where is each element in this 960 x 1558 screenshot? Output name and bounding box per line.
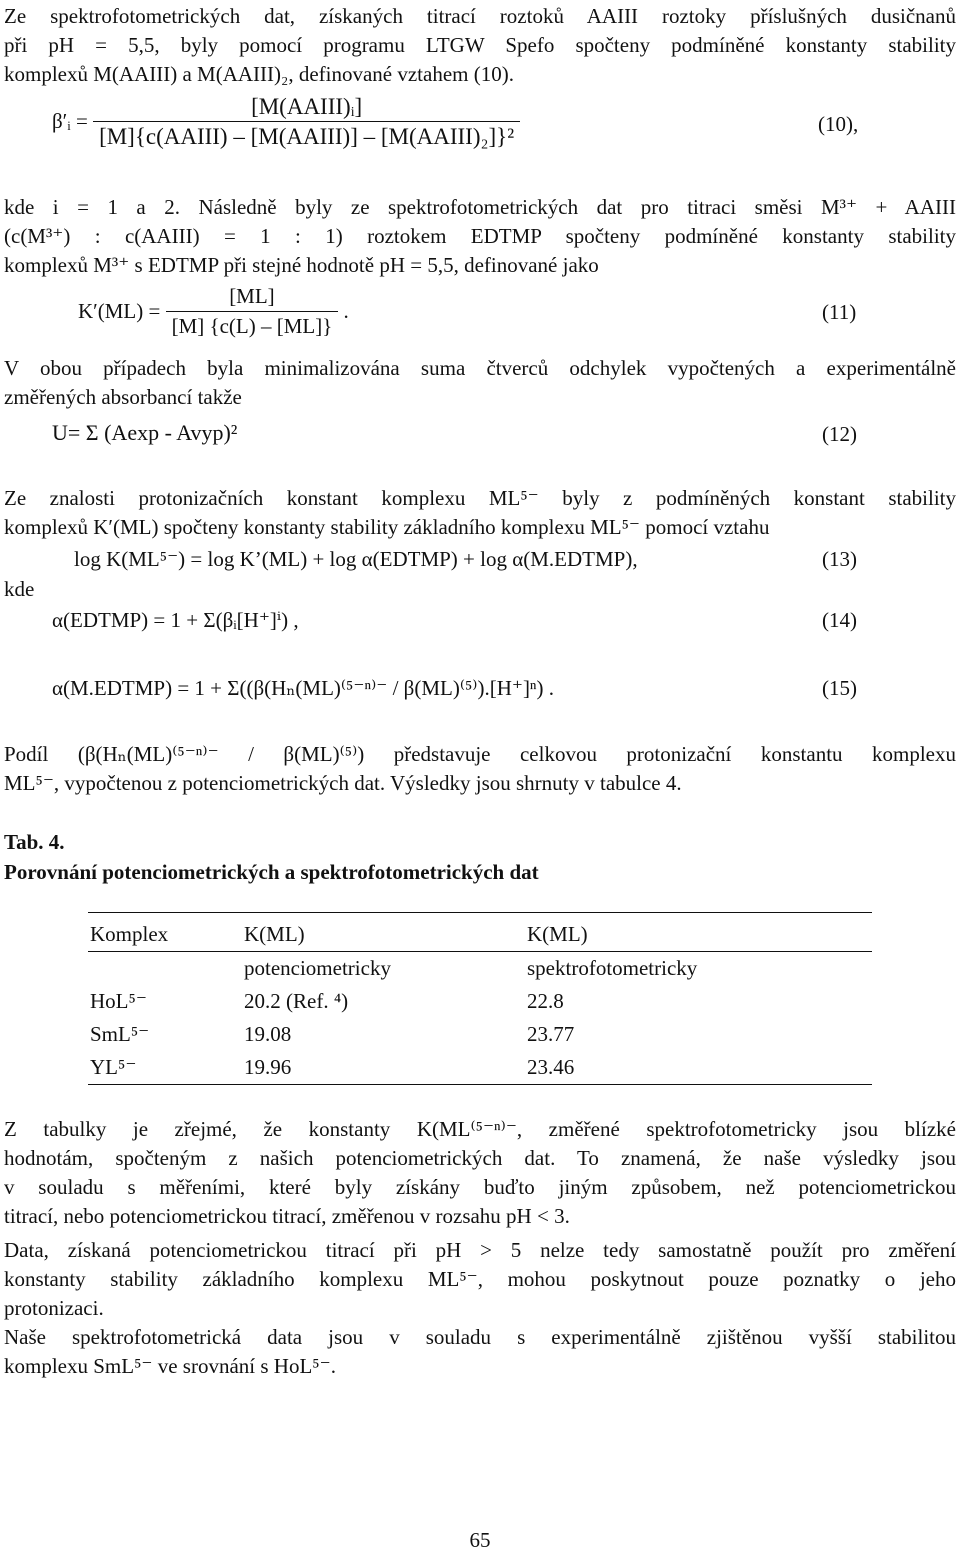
paragraph-7 <box>4 1236 956 1323</box>
eq10-fraction <box>93 92 520 151</box>
eq10-lhs: β′ᵢ = <box>52 109 88 133</box>
table-top-rule <box>88 912 872 913</box>
table-cell: 19.96 <box>244 1055 292 1079</box>
equation-14: α(EDTMP) = 1 + Σ(βᵢ[H⁺]ⁱ) , <box>52 608 299 632</box>
paragraph-3 <box>4 354 956 412</box>
paragraph-line: (c(M³⁺) : c(AAIII) = 1 : 1) roztokem EDTMP spočteny podmíněné konstanty stability <box>4 224 956 248</box>
eq11-dot: . <box>343 299 349 323</box>
paragraph-line: hodnotám, spočteným z našich potenciometrických dat. To znamená, že naše výsledky jsou <box>4 1146 956 1170</box>
equation-11 <box>78 282 349 341</box>
eq12-number: (12) <box>822 422 857 446</box>
kde-label: kde <box>4 577 35 601</box>
paragraph-line: komplexů M³⁺ s EDTMP při stejné hodnotě pH = 5,5, definované jako <box>4 253 599 277</box>
table-title: Porovnání potenciometrických a spektrofotometrických dat <box>4 860 539 884</box>
table-cell: SmL⁵⁻ <box>90 1022 150 1046</box>
intro-line: Ze spektrofotometrických dat, získaných titrací roztoků AAIII roztoky příslušných dusičnanů <box>4 4 956 28</box>
intro-paragraph <box>4 2 956 89</box>
paragraph-line: v souladu s měřeními, které byly získány buďto jiným způsobem, než potenciometrickou <box>4 1175 956 1199</box>
eq11-lhs: K′(ML) = <box>78 299 161 323</box>
equation-15: α(M.EDTMP) = 1 + Σ((β(Hₙ(ML)⁽⁵⁻ⁿ⁾⁻ / β(ML)⁽⁵⁾).[H⁺]ⁿ) . <box>52 676 555 700</box>
table-cell: HoL⁵⁻ <box>90 989 147 1013</box>
table-header-kml-spec: K(ML) <box>527 922 588 946</box>
table-header-rule <box>88 951 872 952</box>
paragraph-2 <box>4 193 956 280</box>
eq11-fraction <box>166 282 339 341</box>
table-cell: YL⁵⁻ <box>90 1055 137 1079</box>
table-cell: 22.8 <box>527 989 564 1013</box>
eq13-number: (13) <box>822 547 857 571</box>
paragraph-line: ML⁵⁻, vypočtenou z potenciometrických dat. Výsledky jsou shrnuty v tabulce 4. <box>4 771 682 795</box>
paragraph-line: kde i = 1 a 2. Následně byly ze spektrofotometrických dat pro titraci směsi M³⁺ + AAIII <box>4 195 956 219</box>
eq11-numerator: [ML] <box>229 284 275 308</box>
paragraph-line: komplexů K′(ML) spočteny konstanty stability základního komplexu ML⁵⁻ pomocí vztahu <box>4 515 770 539</box>
table-subheader-spec: spektrofotometricky <box>527 956 698 980</box>
paragraph-line: konstanty stability základního komplexu ML⁵⁻, mohou poskytnout pouze poznatky o jeho <box>4 1267 956 1291</box>
intro-line: komplexů M(AAIII) a M(AAIII)₂, definované vztahem (10). <box>4 62 514 86</box>
equation-12: U= Σ (Aexp - Avyp)² <box>52 420 238 445</box>
table-header-kml-pot: K(ML) <box>244 922 305 946</box>
equation-10 <box>52 92 520 151</box>
eq10-denominator: [M]{c(AAIII) – [M(AAIII)] – [M(AAIII)₂]}² <box>93 121 520 151</box>
page-number: 65 <box>469 1528 491 1552</box>
paragraph-line: V obou případech byla minimalizována suma čtverců odchylek vypočtených a experimentálně <box>4 356 956 380</box>
intro-line: při pH = 5,5, byly pomocí programu LTGW Spefo spočteny podmíněné konstanty stability <box>4 33 956 57</box>
table-bottom-rule <box>88 1084 872 1085</box>
eq10-number: (10), <box>818 112 859 136</box>
eq11-denominator: [M] {c(L) – [ML]} <box>166 311 339 341</box>
paragraph-line: Podíl (β(Hₙ(ML)⁽⁵⁻ⁿ⁾⁻ / β(ML)⁽⁵⁾) představuje celkovou protonizační konstantu komplexu <box>4 742 956 766</box>
table-subheader-pot: potenciometricky <box>244 956 391 980</box>
paragraph-line: komplexu SmL⁵⁻ ve srovnání s HoL⁵⁻. <box>4 1354 336 1378</box>
paragraph-line: Naše spektrofotometrická data jsou v souladu s experimentálně zjištěnou vyšší stabilitou <box>4 1325 956 1349</box>
paragraph-6 <box>4 1115 956 1231</box>
paragraph-line: Data, získaná potenciometrickou titrací při pH > 5 nelze tedy samostatně použít pro změření <box>4 1238 956 1262</box>
paragraph-4 <box>4 484 956 542</box>
table-cell: 20.2 (Ref. ⁴) <box>244 989 349 1013</box>
table-cell: 23.77 <box>527 1022 575 1046</box>
paragraph-8 <box>4 1323 956 1381</box>
paragraph-5 <box>4 740 956 798</box>
eq10-numerator: [M(AAIII)ᵢ] <box>251 94 363 119</box>
paragraph-line: Z tabulky je zřejmé, že konstanty K(ML⁽⁵⁻ⁿ⁾⁻, změřené spektrofotometricky jsou blízké <box>4 1117 956 1141</box>
eq15-number: (15) <box>822 676 857 700</box>
table-cell: 19.08 <box>244 1022 292 1046</box>
paragraph-line: změřených absorbancí takže <box>4 385 242 409</box>
eq11-number: (11) <box>822 300 857 324</box>
paragraph-line: protonizaci. <box>4 1296 104 1320</box>
table-header-complex: Komplex <box>90 922 169 946</box>
eq14-number: (14) <box>822 608 857 632</box>
table-cell: 23.46 <box>527 1055 575 1079</box>
table-label: Tab. 4. <box>4 830 65 854</box>
paragraph-line: titrací, nebo potenciometrickou titrací, změřenou v rozsahu pH < 3. <box>4 1204 570 1228</box>
paragraph-line: Ze znalosti protonizačních konstant komplexu ML⁵⁻ byly z podmíněných konstant stability <box>4 486 956 510</box>
equation-13: log K(ML⁵⁻) = log K’(ML) + log α(EDTMP) + log α(M.EDTMP), <box>74 547 638 571</box>
